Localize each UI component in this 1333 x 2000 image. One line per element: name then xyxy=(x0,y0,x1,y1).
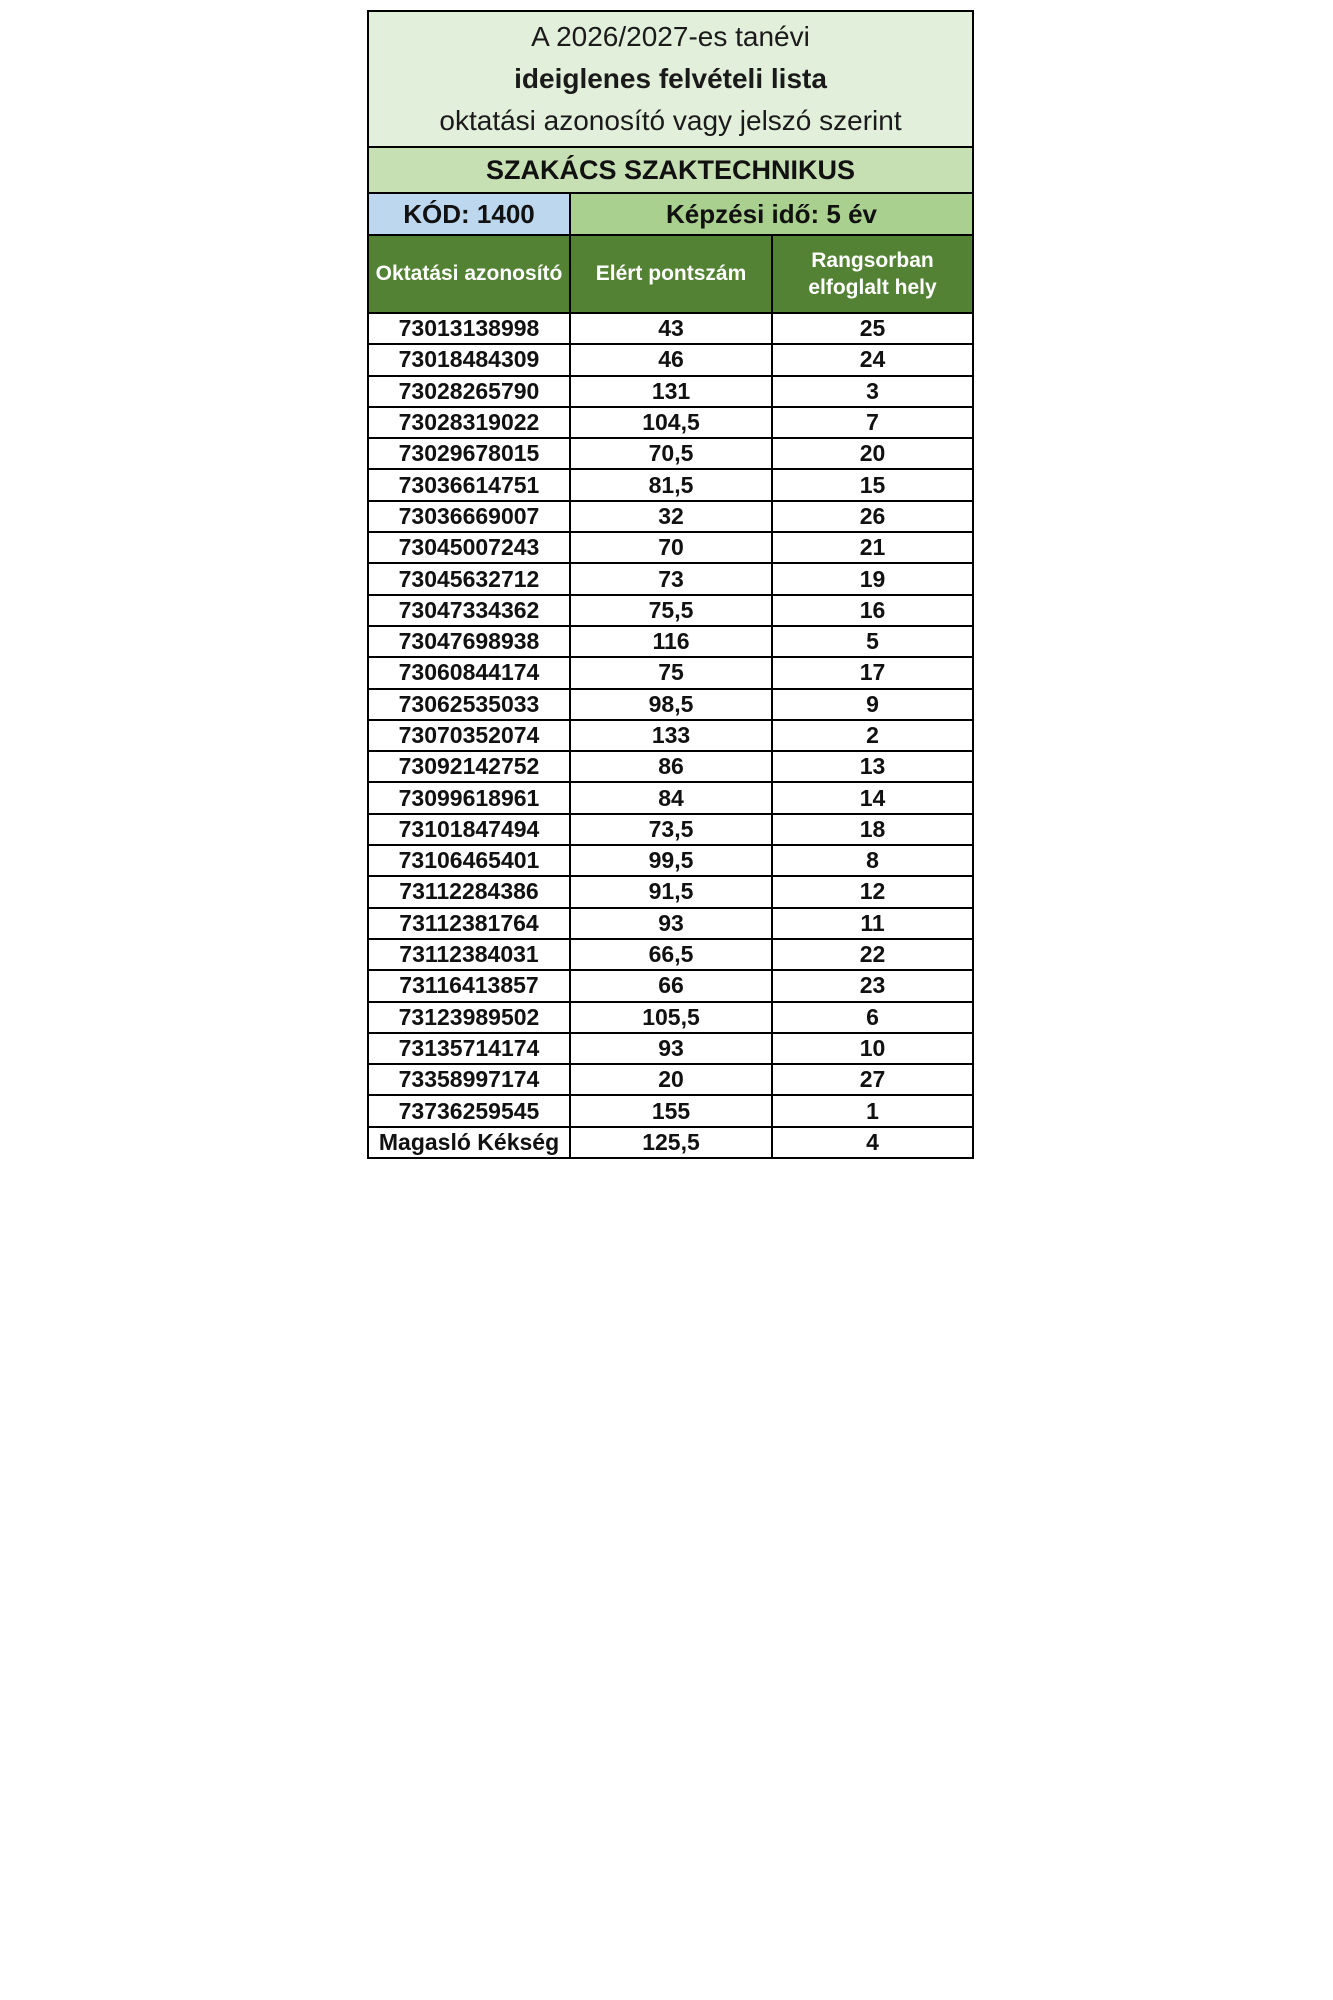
rows-body xyxy=(368,313,973,1158)
column-header-rank: Rangsorban elfoglalt hely xyxy=(772,235,973,313)
table-row xyxy=(368,970,973,1001)
cell-rank: 20 xyxy=(772,438,973,469)
cell-points: 105,5 xyxy=(570,1002,772,1033)
cell-points: 84 xyxy=(570,782,772,813)
cell-points: 75 xyxy=(570,657,772,688)
cell-rank: 22 xyxy=(772,939,973,970)
cell-id: 73736259545 xyxy=(368,1095,570,1126)
table-row xyxy=(368,501,973,532)
cell-id: 73112381764 xyxy=(368,908,570,939)
table-row xyxy=(368,344,973,375)
cell-rank: 15 xyxy=(772,469,973,500)
cell-id: 73062535033 xyxy=(368,689,570,720)
table-row xyxy=(368,563,973,594)
cell-rank: 2 xyxy=(772,720,973,751)
cell-points: 86 xyxy=(570,751,772,782)
table-row xyxy=(368,720,973,751)
duration-label: Képzési idő: 5 év xyxy=(570,193,973,235)
cell-points: 98,5 xyxy=(570,689,772,720)
cell-rank: 1 xyxy=(772,1095,973,1126)
column-header-points: Elért pontszám xyxy=(570,235,772,313)
cell-points: 81,5 xyxy=(570,469,772,500)
table-row xyxy=(368,689,973,720)
cell-points: 43 xyxy=(570,313,772,344)
table-row xyxy=(368,1127,973,1158)
cell-points: 32 xyxy=(570,501,772,532)
cell-points: 125,5 xyxy=(570,1127,772,1158)
cell-rank: 16 xyxy=(772,595,973,626)
cell-points: 93 xyxy=(570,1033,772,1064)
cell-rank: 10 xyxy=(772,1033,973,1064)
column-header-id: Oktatási azonosító xyxy=(368,235,570,313)
cell-points: 93 xyxy=(570,908,772,939)
cell-rank: 4 xyxy=(772,1127,973,1158)
cell-rank: 27 xyxy=(772,1064,973,1095)
title-block xyxy=(368,11,973,147)
cell-id: Magasló Kékség xyxy=(368,1127,570,1158)
cell-rank: 25 xyxy=(772,313,973,344)
cell-points: 131 xyxy=(570,376,772,407)
table-row xyxy=(368,908,973,939)
cell-points: 75,5 xyxy=(570,595,772,626)
cell-rank: 5 xyxy=(772,626,973,657)
table-row xyxy=(368,595,973,626)
column-header-row xyxy=(368,235,973,313)
cell-rank: 21 xyxy=(772,532,973,563)
cell-rank: 11 xyxy=(772,908,973,939)
cell-points: 155 xyxy=(570,1095,772,1126)
cell-rank: 6 xyxy=(772,1002,973,1033)
cell-id: 73358997174 xyxy=(368,1064,570,1095)
cell-points: 20 xyxy=(570,1064,772,1095)
table-row xyxy=(368,876,973,907)
cell-id: 73060844174 xyxy=(368,657,570,688)
cell-points: 73,5 xyxy=(570,814,772,845)
cell-points: 99,5 xyxy=(570,845,772,876)
cell-rank: 17 xyxy=(772,657,973,688)
cell-id: 73045007243 xyxy=(368,532,570,563)
title-line-1: A 2026/2027-es tanévi xyxy=(531,21,810,52)
table-row xyxy=(368,1095,973,1126)
table-row xyxy=(368,376,973,407)
cell-points: 66 xyxy=(570,970,772,1001)
cell-id: 73099618961 xyxy=(368,782,570,813)
cell-points: 104,5 xyxy=(570,407,772,438)
admission-list-table xyxy=(367,10,974,1159)
cell-id: 73092142752 xyxy=(368,751,570,782)
table-row xyxy=(368,1064,973,1095)
table-row xyxy=(368,1033,973,1064)
table-row xyxy=(368,469,973,500)
cell-rank: 13 xyxy=(772,751,973,782)
table-row xyxy=(368,438,973,469)
title-line-2: ideiglenes felvételi lista xyxy=(514,63,827,94)
cell-rank: 19 xyxy=(772,563,973,594)
cell-id: 73028319022 xyxy=(368,407,570,438)
code-row xyxy=(368,193,973,235)
table-row xyxy=(368,751,973,782)
cell-id: 73112284386 xyxy=(368,876,570,907)
table-row xyxy=(368,845,973,876)
cell-rank: 12 xyxy=(772,876,973,907)
cell-rank: 14 xyxy=(772,782,973,813)
cell-id: 73013138998 xyxy=(368,313,570,344)
cell-rank: 3 xyxy=(772,376,973,407)
cell-id: 73028265790 xyxy=(368,376,570,407)
table-row xyxy=(368,657,973,688)
cell-id: 73018484309 xyxy=(368,344,570,375)
cell-points: 91,5 xyxy=(570,876,772,907)
cell-rank: 24 xyxy=(772,344,973,375)
cell-id: 73029678015 xyxy=(368,438,570,469)
school-name: SZAKÁCS SZAKTECHNIKUS xyxy=(368,147,973,193)
cell-rank: 9 xyxy=(772,689,973,720)
cell-id: 73123989502 xyxy=(368,1002,570,1033)
cell-id: 73036669007 xyxy=(368,501,570,532)
cell-rank: 8 xyxy=(772,845,973,876)
cell-points: 73 xyxy=(570,563,772,594)
cell-id: 73116413857 xyxy=(368,970,570,1001)
school-row xyxy=(368,147,973,193)
cell-id: 73047334362 xyxy=(368,595,570,626)
cell-id: 73047698938 xyxy=(368,626,570,657)
table-row xyxy=(368,814,973,845)
cell-rank: 23 xyxy=(772,970,973,1001)
cell-id: 73070352074 xyxy=(368,720,570,751)
table-row xyxy=(368,939,973,970)
cell-points: 133 xyxy=(570,720,772,751)
cell-points: 70,5 xyxy=(570,438,772,469)
cell-id: 73106465401 xyxy=(368,845,570,876)
cell-points: 70 xyxy=(570,532,772,563)
table-row xyxy=(368,782,973,813)
table-row xyxy=(368,1002,973,1033)
title-line-3: oktatási azonosító vagy jelszó szerint xyxy=(439,105,902,136)
table-row xyxy=(368,532,973,563)
table-row xyxy=(368,313,973,344)
cell-id: 73045632712 xyxy=(368,563,570,594)
cell-points: 66,5 xyxy=(570,939,772,970)
cell-rank: 26 xyxy=(772,501,973,532)
cell-id: 73036614751 xyxy=(368,469,570,500)
cell-points: 46 xyxy=(570,344,772,375)
cell-points: 116 xyxy=(570,626,772,657)
cell-id: 73101847494 xyxy=(368,814,570,845)
cell-id: 73135714174 xyxy=(368,1033,570,1064)
table-row xyxy=(368,407,973,438)
cell-rank: 18 xyxy=(772,814,973,845)
table-row xyxy=(368,626,973,657)
code-label: KÓD: 1400 xyxy=(368,193,570,235)
cell-id: 73112384031 xyxy=(368,939,570,970)
cell-rank: 7 xyxy=(772,407,973,438)
title-row xyxy=(368,11,973,147)
